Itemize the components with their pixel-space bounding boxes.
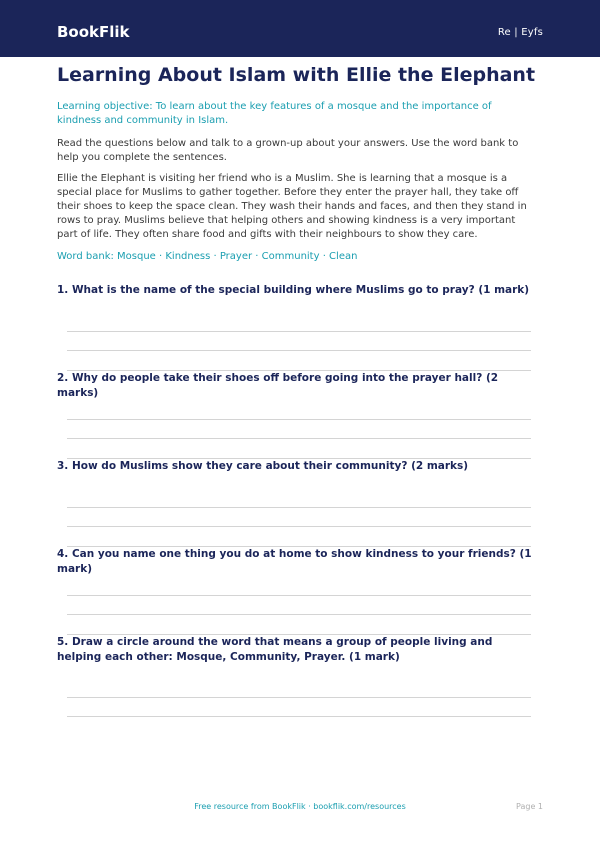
answer-line[interactable] bbox=[67, 419, 531, 420]
question-5: 5. Draw a circle around the word that means a group of people living and helping each other: Mosque, Community, Prayer. (1 mark) bbox=[57, 636, 493, 663]
answer-line[interactable] bbox=[67, 614, 531, 615]
answer-line[interactable] bbox=[67, 595, 531, 596]
story-paragraph: Ellie the Elephant is visiting her friend who is a Muslim. She is learning that a mosque is a special place for Muslims to gather together. Before they enter the prayer hall, they take off their shoes to keep the space clean. They wash their hands and faces, and then they stand in rows to pray. Muslims believe that helping others and showing kindness is a very important part of life. They often share food and gifts with their neighbours to show they care. bbox=[57, 173, 527, 240]
answer-line[interactable] bbox=[67, 350, 531, 351]
page-title: Learning About Islam with Ellie the Elephant bbox=[57, 64, 536, 86]
answer-line[interactable] bbox=[67, 438, 531, 439]
question-2: 2. Why do people take their shoes off before going into the prayer hall? (2 marks) bbox=[57, 372, 499, 399]
question-4: 4. Can you name one thing you do at home to show kindness to your friends? (1 mark) bbox=[57, 548, 532, 575]
intro-paragraph: Read the questions below and talk to a grown-up about your answers. Use the word bank to help you complete the sentences. bbox=[57, 138, 519, 163]
learning-objective: Learning objective: To learn about the key features of a mosque and the importance of kindness and community in Islam. bbox=[57, 101, 492, 126]
answer-line[interactable] bbox=[67, 697, 531, 698]
answer-line[interactable] bbox=[67, 716, 531, 717]
question-1: 1. What is the name of the special building where Muslims go to pray? (1 mark) bbox=[57, 284, 530, 296]
page-header bbox=[0, 0, 600, 57]
answer-line[interactable] bbox=[67, 331, 531, 332]
question-3: 3. How do Muslims show they care about their community? (2 marks) bbox=[57, 460, 469, 472]
brand-logo[interactable]: BookFlik bbox=[57, 23, 130, 41]
subject-tag: Re | Eyfs bbox=[497, 27, 543, 38]
answer-line[interactable] bbox=[67, 507, 531, 508]
page-number: Page 1 bbox=[516, 802, 543, 811]
footer-link[interactable]: Free resource from BookFlik · bookflik.com/resources bbox=[194, 802, 406, 811]
answer-line[interactable] bbox=[67, 526, 531, 527]
word-bank: Word bank: Mosque · Kindness · Prayer · Community · Clean bbox=[57, 251, 358, 262]
